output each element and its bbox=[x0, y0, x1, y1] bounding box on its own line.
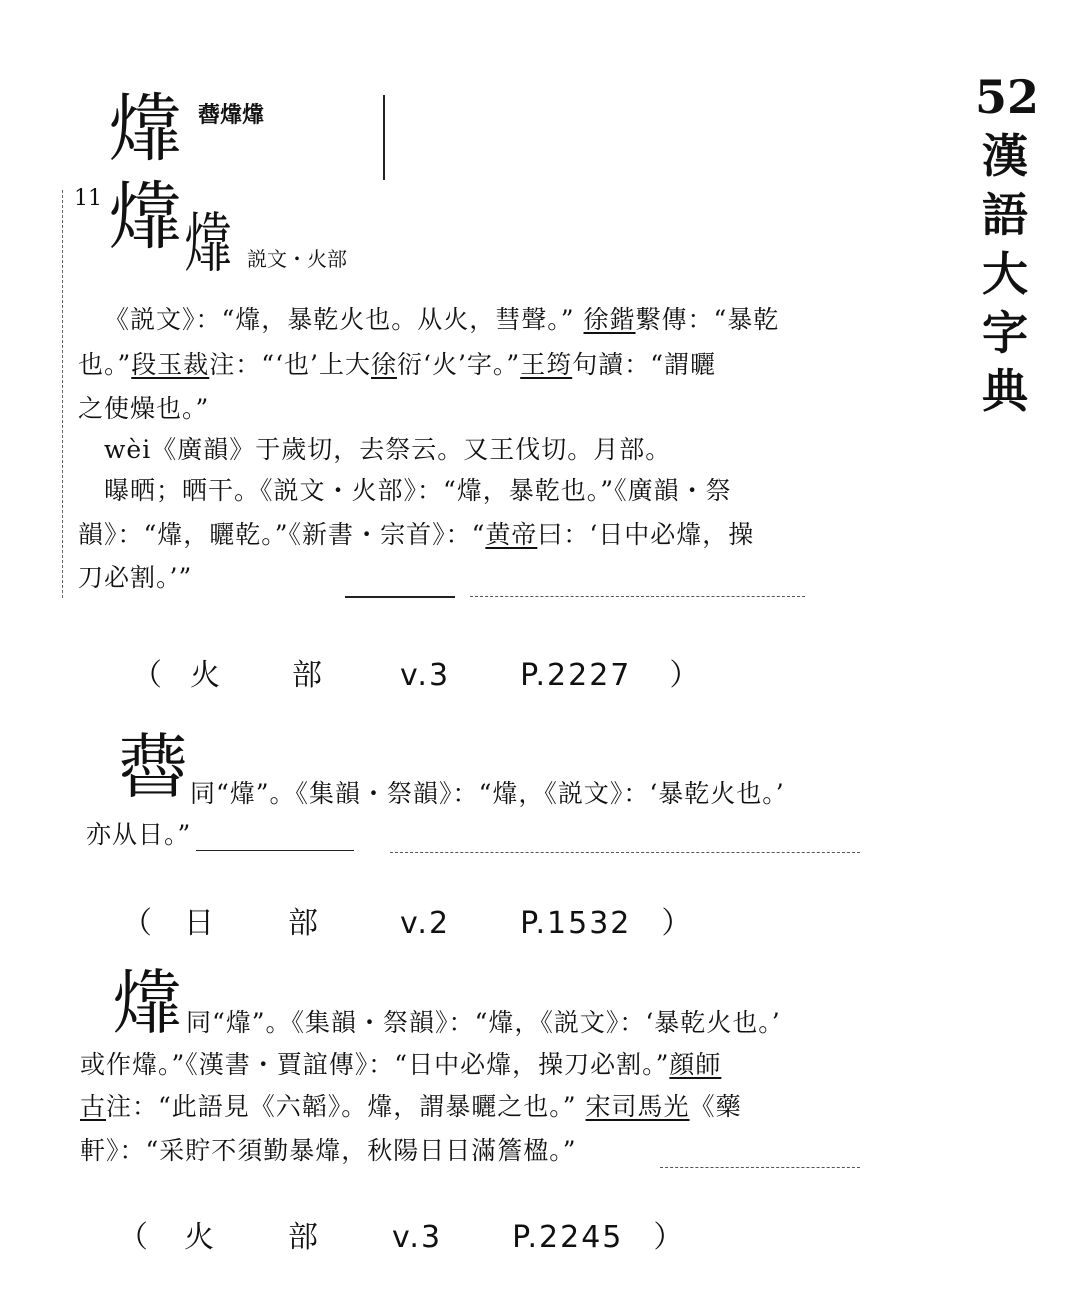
person-name: 司馬光 bbox=[611, 1092, 690, 1121]
person-name: 徐鍇 bbox=[583, 305, 636, 334]
entry1-line-1: 《説文》：“㸆，暴乾火也。从火，彗聲。” 徐鍇繫傳：“暴乾 bbox=[104, 305, 780, 334]
entry2-clip-border-bottom bbox=[196, 850, 354, 851]
entry1-seal-source: 説文・火部 bbox=[247, 247, 347, 271]
entry3-handwritten-reference: （ 火 部 v.3 P.2245 ） bbox=[118, 1220, 686, 1255]
entry3-line-2: 或作㸆。”《漢書・賈誼傳》：“日中必㸆，操刀必割。”顔師 bbox=[80, 1050, 722, 1079]
person-name: 黄帝 bbox=[485, 520, 538, 549]
entry1-line-2: 也。”段玉裁注：“‘也’上大徐衍‘火’字。”王筠句讀：“謂曬 bbox=[78, 350, 716, 379]
entry1-head-char: 㸆 bbox=[108, 86, 182, 172]
entry1-line-4: wèi《廣韻》于歲切，去祭云。又王伐切。月部。 bbox=[104, 435, 672, 464]
clip-border-left bbox=[62, 190, 63, 598]
person-name: 古 bbox=[80, 1092, 107, 1121]
entry2-clip-border-bottom-dashed bbox=[390, 852, 860, 853]
title-char-5: 典 bbox=[982, 364, 1028, 419]
entry2-line-2: 亦从日。” bbox=[86, 820, 192, 849]
person-name: 王筠 bbox=[520, 350, 573, 379]
entry1-handwritten-reference: （ 火 部 v.3 P.2227 ） bbox=[132, 658, 702, 693]
volume-number: 52 bbox=[975, 70, 1040, 124]
entry1-line-7: 刀必割。’” bbox=[78, 563, 193, 592]
dynasty-name: 宋 bbox=[585, 1092, 612, 1121]
entry3-line-4: 軒》：“采貯不須勤暴㸆，秋陽日日滿簷楹。” bbox=[80, 1136, 577, 1165]
title-char-2: 語 bbox=[982, 187, 1028, 242]
entry3-line-1: 同“㸆”。《集韻・祭韻》：“㸆，《説文》：‘暴乾火也。’ bbox=[186, 1008, 781, 1037]
entry1-seal-char: 㸆 bbox=[184, 206, 233, 282]
clip-border-vertical bbox=[383, 95, 385, 180]
title-char-4: 字 bbox=[982, 305, 1028, 360]
person-name: 顔師 bbox=[669, 1050, 722, 1079]
entry3-clip-border-bottom-dashed bbox=[660, 1167, 860, 1168]
title-char-1: 漢 bbox=[982, 128, 1028, 183]
entry1-main-char: 㸆 bbox=[108, 174, 182, 260]
entry2-handwritten-reference: （ 日 部 v.2 P.1532 ） bbox=[122, 906, 694, 941]
entry1-variant-forms: 㬫㸆㸆 bbox=[198, 102, 265, 128]
clip-border-bottom bbox=[345, 596, 455, 598]
entry1-line-5: 曝晒；晒干。《説文・火部》：“㸆，暴乾也。”《廣韻・祭 bbox=[104, 476, 732, 505]
entry3-head-char: 㸆 bbox=[112, 962, 182, 1044]
entry1-line-6: 韻》：“㸆，曬乾。”《新書・宗首》：“黄帝曰：‘日中必㸆，操 bbox=[78, 520, 755, 549]
entry2-head-char: 㬫 bbox=[118, 726, 188, 808]
entry1-line-3: 之使燥也。” bbox=[78, 394, 210, 423]
entry1-index-number: 11 bbox=[74, 186, 102, 211]
clip-border-bottom-dashed bbox=[470, 596, 805, 597]
person-name: 段玉裁 bbox=[131, 350, 210, 379]
entry2-line-1: 同“㸆”。《集韻・祭韻》：“㸆，《説文》：‘暴乾火也。’ bbox=[190, 779, 785, 808]
entry3-line-3: 古注：“此語見《六韜》。㸆，謂暴曬之也。” 宋司馬光《藥 bbox=[80, 1092, 742, 1121]
dictionary-title bbox=[975, 68, 1040, 421]
title-char-3: 大 bbox=[982, 246, 1028, 301]
person-name: 徐 bbox=[370, 350, 397, 379]
